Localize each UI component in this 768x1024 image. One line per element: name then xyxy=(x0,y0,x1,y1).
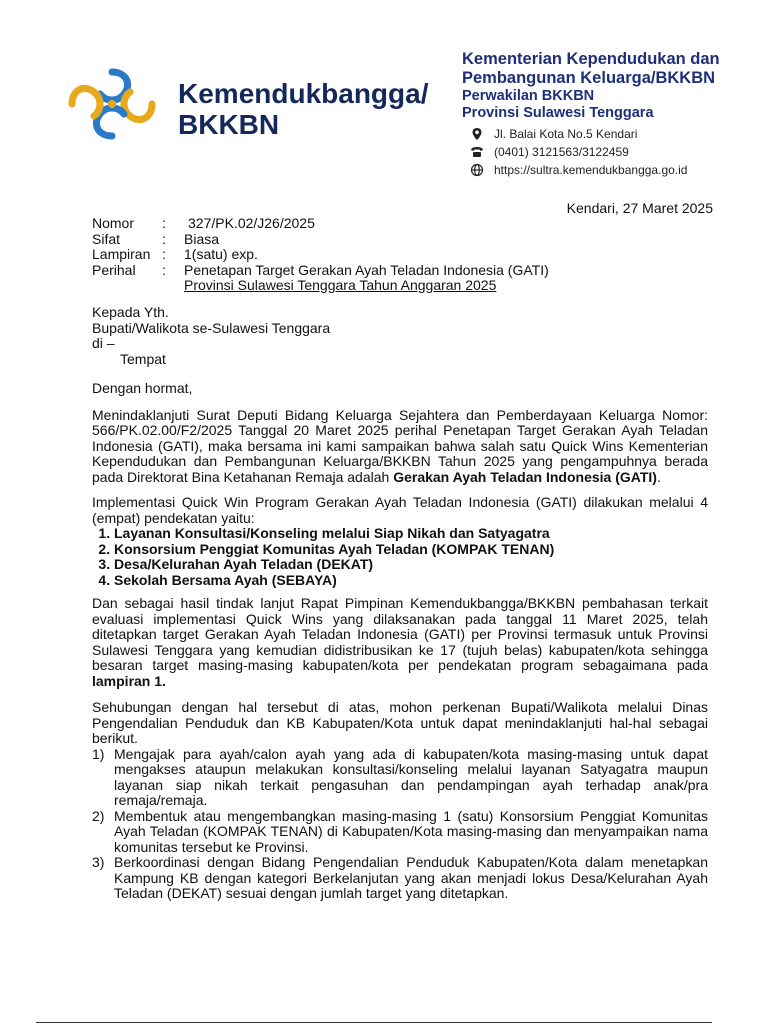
meta-colon: : xyxy=(162,261,166,278)
brand-name xyxy=(178,78,428,140)
meta-colon: : xyxy=(162,215,166,231)
letter-date: Kendari, 27 Maret 2025 xyxy=(566,200,713,216)
addressee-line-3: di – xyxy=(92,335,115,352)
footer-divider xyxy=(36,1022,712,1023)
list-item xyxy=(92,807,708,856)
letterhead xyxy=(0,0,768,195)
item-text: Mengajak para ayah/calon ayah yang ada di kabupaten/kota masing-masing untuk dapat mengakses ataupun melakukan konsultasi/konseling melalui layanan Satyagatra maupun layanan siap nikah terkait pengasuhan dan pendampingan ayah terhadap anak/pra remaja/remaja. xyxy=(114,745,708,808)
letter-meta xyxy=(92,216,549,294)
addressee-block xyxy=(92,305,330,368)
paragraph-2: Implementasi Quick Win Program Gerakan Ayah Teladan Indonesia (GATI) dilakukan melalui 4 (empat) pendekatan yaitu: xyxy=(92,494,708,526)
greeting: Dengan hormat, xyxy=(92,380,193,396)
list-item: 3. Desa/Kelurahan Ayah Teladan (DEKAT) xyxy=(114,557,708,573)
address-text: Jl. Balai Kota No.5 Kendari xyxy=(494,127,638,141)
addressee-line-4: Tempat xyxy=(120,351,166,368)
item-text: Membentuk atau mengembangkan masing-masing 1 (satu) Konsorsium Penggiat Komunitas Ayah Teladan (KOMPAK TENAN) di Kabupaten/Kota masing-masing dan menyampaikan nama komunitas tersebut ke Provinsi. xyxy=(114,807,708,855)
addressee-line-1: Kepada Yth. xyxy=(92,304,169,320)
agency-line-1: Kementerian Kependudukan dan xyxy=(462,50,720,68)
office-line-2: Provinsi Sulawesi Tenggara xyxy=(462,105,654,121)
brand-line-2: BKKBN xyxy=(178,109,280,140)
meta-value: Penetapan Target Gerakan Ayah Teladan Indonesia (GATI) xyxy=(184,261,549,278)
list-item xyxy=(92,745,708,809)
paragraph-1-text: Menindaklanjuti Surat Deputi Bidang Keluarga Sejahtera dan Pemberdayaan Keluarga Nomor: 566/PK.02.00/F2/2025 Tanggal 20 Maret 2025 perihal Penetapan Target Gerakan Ayah Teladan Indonesia (GATI), maka bersama ini kami sampaikan bahwa salah satu Quick Wins Kementerian Kependudukan dan Pembangunan Keluarga/BKKBN Tahun 2025 yang pengampuhnya berada pada Direktorat Bina Ketahanan Remaja adalah xyxy=(92,406,708,485)
agency-line-2: Pembangunan Keluarga/BKKBN xyxy=(462,69,716,87)
list-item: 1. Layanan Konsultasi/Konseling melalui Siap Nikah dan Satyagatra xyxy=(114,526,708,542)
phone-row xyxy=(470,143,687,161)
website-row xyxy=(470,161,687,179)
item-number: 3) xyxy=(92,854,105,870)
telephone-icon xyxy=(470,145,484,159)
meta-key: Nomor xyxy=(92,215,135,231)
meta-colon: : xyxy=(162,230,166,247)
meta-value: Biasa xyxy=(184,230,220,247)
addressee-line-2: Bupati/Walikota se-Sulawesi Tenggara xyxy=(92,319,331,336)
office-line-1: Perwakilan BKKBN xyxy=(462,88,595,104)
paragraph-3-bold: lampiran 1. xyxy=(92,672,166,689)
approach-list xyxy=(92,526,708,588)
paragraph-1-end: . xyxy=(656,468,661,485)
meta-key: Lampiran xyxy=(92,246,151,262)
subject-line-2: Provinsi Sulawesi Tenggara Tahun Anggaran 2025 xyxy=(184,277,497,293)
meta-value: 1(satu) exp. xyxy=(184,246,258,262)
item-number: 1) xyxy=(92,745,105,762)
meta-key: Perihal xyxy=(92,261,136,278)
location-pin-icon xyxy=(470,127,484,141)
address-row xyxy=(470,125,687,143)
meta-lampiran xyxy=(92,247,549,263)
list-item xyxy=(92,854,708,902)
paragraph-3 xyxy=(92,596,708,689)
meta-key: Sifat xyxy=(92,230,121,247)
meta-value: 327/PK.02/J26/2025 xyxy=(188,215,315,231)
item-number: 2) xyxy=(92,807,105,824)
list-item: 2. Konsorsium Penggiat Komunitas Ayah Teladan (KOMPAK TENAN) xyxy=(114,542,708,558)
contact-block xyxy=(470,125,687,179)
brand-line-1: Kemendukbangga/ xyxy=(178,78,429,109)
list-item: 4. Sekolah Bersama Ayah (SEBAYA) xyxy=(114,573,708,589)
action-list xyxy=(92,747,708,902)
paragraph-1 xyxy=(92,408,708,486)
meta-perihal xyxy=(92,263,549,279)
letter-body xyxy=(92,381,708,902)
item-text: Berkoordinasi dengan Bidang Pengendalian Penduduk Kabupaten/Kota dalam menetapkan Kampung KB dengan kategori Berkelanjutan yang akan menjadi lokus Desa/Kelurahan Ayah Teladan (DEKAT) sesuai dengan jumlah target yang ditetapkan. xyxy=(114,854,708,901)
paragraph-1-bold: Gerakan Ayah Teladan Indonesia (GATI) xyxy=(393,468,657,485)
paragraph-4: Sehubungan dengan hal tersebut di atas, mohon perkenan Bupati/Walikota melalui Dinas Pengendalian Penduduk dan KB Kabupaten/Kota untuk dapat menindaklanjuti hal-hal sebagai berikut. xyxy=(92,699,708,746)
bkkbn-logo xyxy=(66,66,158,142)
phone-text: (0401) 3121563/3122459 xyxy=(494,145,629,159)
globe-icon xyxy=(470,163,484,177)
website-text[interactable]: https://sultra.kemendukbangga.go.id xyxy=(494,163,688,177)
agency-block xyxy=(462,50,720,122)
meta-sifat xyxy=(92,232,549,248)
paragraph-3-text: Dan sebagai hasil tindak lanjut Rapat Pimpinan Kemendukbangga/BKKBN pembahasan terkait evaluasi implementasi Quick Wins yang dilaksanakan pada tanggal 11 Maret 2025, telah ditetapkan target Gerakan Ayah Teladan Indonesia (GATI) per Provinsi termasuk untuk Provinsi Sulawesi Tenggara yang kemudian didistribusikan ke 17 (tujuh belas) kabupaten/kota sehingga besaran target masing-masing kabupaten/kota per pendekatan program sebagaimana pada xyxy=(92,595,708,673)
meta-perihal-cont xyxy=(92,278,549,294)
meta-nomor xyxy=(92,216,549,232)
meta-colon: : xyxy=(162,246,166,262)
